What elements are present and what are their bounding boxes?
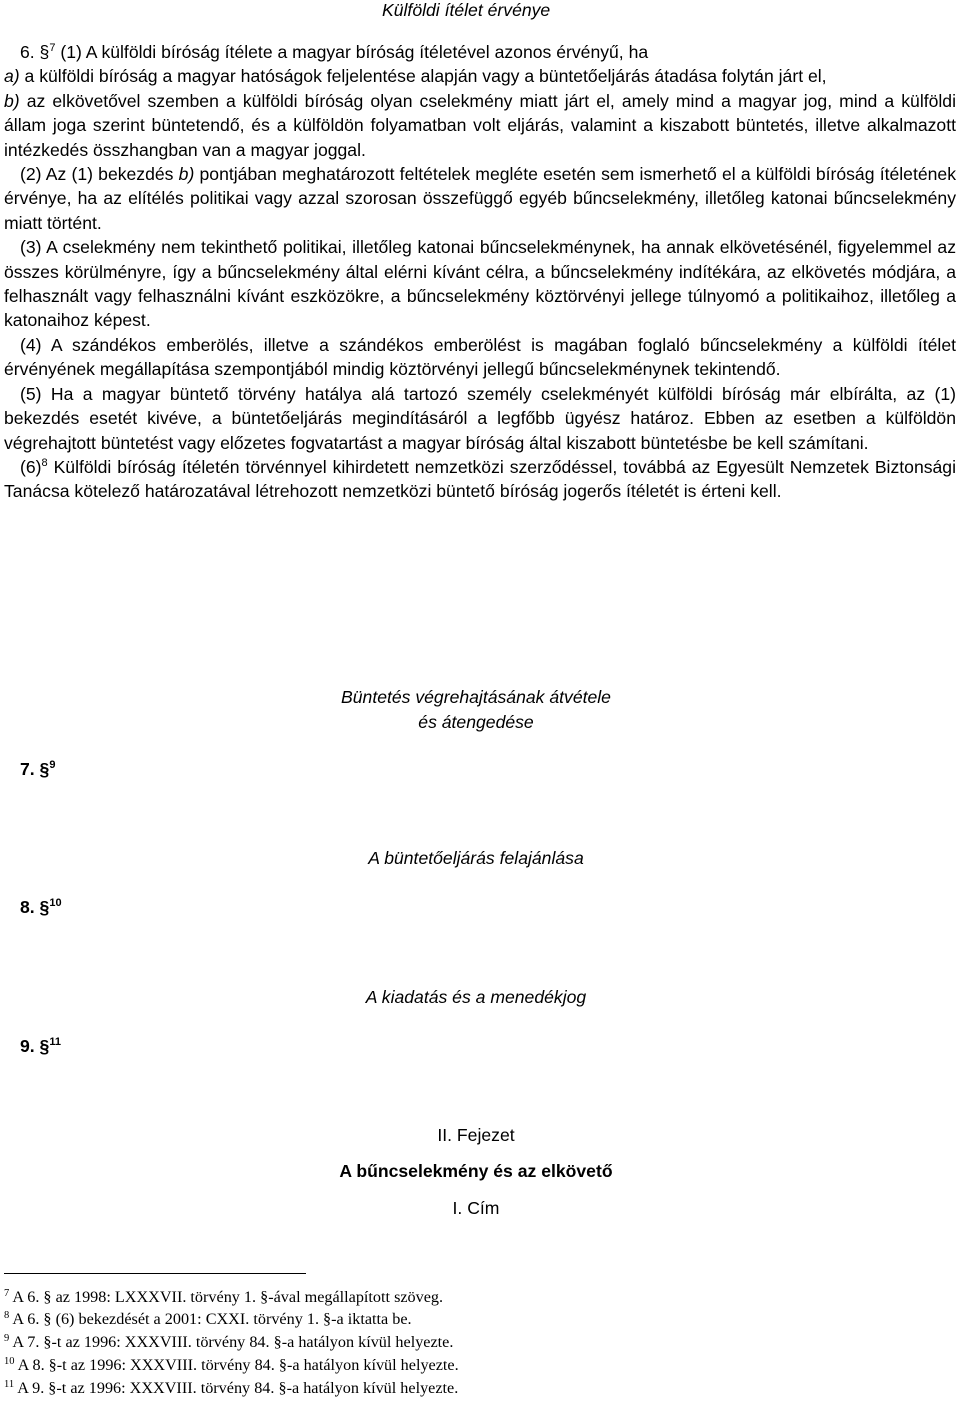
- footnote-number: 11: [4, 1379, 15, 1390]
- p6-text: Külföldi bíróság ítéletén törvénnyel kihirdetett nemzetközi szerződéssel, továbbá az Egyesült Nemzetek Biztonsági Tanácsa kötelező határozatával létrehozott nemzetközi büntető bíróság jogerős ítéletét is érteni kell.: [4, 456, 956, 502]
- s6-p1-lead: (1) A külföldi bíróság ítélete a magyar bíróság ítéletével azonos érvényű, ha: [60, 42, 649, 62]
- point-b-label: b): [4, 90, 20, 111]
- section-9-num: 9. §: [20, 1036, 50, 1056]
- footnote-ref: 10: [49, 897, 62, 909]
- footnote-text: A 8. §-t az 1996: XXXVIII. törvény 84. §-a hatályon kívül helyezte.: [14, 1356, 459, 1374]
- footnote-number: 7: [4, 1288, 10, 1299]
- chapter-label: II. Fejezet: [437, 1125, 515, 1145]
- s6-paragraph-2: [4, 162, 956, 235]
- p2-text-c: pontjában meghatározott feltételek megléte esetén sem ismerhető el a külföldi bíróság ítéletének érvénye, ha az elítélés politikai vagy azzal szorosan összefüggő egyéb bűncselekmény, illetőleg katonai bűncselekmény miatt történt.: [4, 164, 956, 233]
- footnote-number: 10: [4, 1356, 15, 1367]
- s6-point-b: [4, 89, 956, 162]
- s6-number: 6. §: [20, 42, 50, 62]
- footnote-text: A 7. §-t az 1996: XXXVIII. törvény 84. §-a hatályon kívül helyezte.: [9, 1333, 454, 1351]
- section-6-body: [4, 40, 956, 504]
- section-8-number: [20, 897, 62, 918]
- section-7-number: [20, 759, 55, 780]
- chapter-cim: I. Cím: [452, 1198, 500, 1218]
- chapter-title: A bűncselekmény és az elkövető: [339, 1161, 613, 1181]
- footnote-number: 9: [4, 1333, 10, 1344]
- section-heading: Külföldi ítélet érvénye: [382, 0, 551, 20]
- s6-paragraph-6: [4, 455, 956, 504]
- s6-paragraph-1: [4, 40, 956, 64]
- s6-paragraph-4: (4) A szándékos emberölés, illetve a szándékos emberölést is magában foglaló bűncselekmény a külföldi ítélet érvényének megállapítása szempontjából mindig köztörvényi jellegű bűncselekménynek tekintendő.: [4, 334, 956, 380]
- section-9-number: [20, 1036, 61, 1057]
- s6-paragraph-3: (3) A cselekmény nem tekinthető politikai, illetőleg katonai bűncselekménynek, ha annak elkövetésénél, figyelemmel az összes körülményre, így a bűncselekmény által elérni kívánt célra, a bűncselekmény indítékára, az elkövetés módjára, a felhasznált vagy felhasználni kívánt eszközökre, a bűncselekmény köztörvényi jellege túlnyomó a politikaihoz, illetőleg a katonaihoz képest.: [4, 237, 956, 331]
- p2-text-b: b): [178, 164, 195, 185]
- footnote-11: [4, 1379, 458, 1398]
- footnote-number: 8: [4, 1310, 10, 1321]
- section-7-title-line2: és átengedése: [418, 712, 534, 732]
- footnote-8: [4, 1310, 412, 1329]
- footnote-ref: 9: [49, 759, 56, 771]
- point-a-text: a külföldi bíróság a magyar hatóságok feljelentése alapján vagy a büntetőeljárás átadása folytán járt el,: [19, 66, 827, 87]
- point-a-label: a): [4, 66, 20, 87]
- section-9-title: A kiadatás és a menedékjog: [365, 987, 587, 1007]
- footnote-ref: 7: [49, 42, 56, 54]
- footnote-ref: 11: [49, 1036, 61, 1048]
- footnote-10: [4, 1356, 459, 1375]
- section-7-num: 7. §: [20, 759, 50, 779]
- footnote-text: A 6. § (6) bekezdését a 2001: CXXI. törvény 1. §-a iktatta be.: [9, 1310, 412, 1328]
- p6-number: (6): [20, 456, 42, 477]
- footnote-text: A 6. § az 1998: LXXXVII. törvény 1. §-ával megállapított szöveg.: [9, 1288, 444, 1306]
- section-8-title: A büntetőeljárás felajánlása: [368, 848, 584, 868]
- footnote-7: [4, 1288, 443, 1307]
- p2-text-a: (2) Az (1) bekezdés: [20, 164, 179, 185]
- s6-point-a: [4, 64, 956, 88]
- footnote-9: [4, 1333, 453, 1352]
- section-7-title: [0, 685, 952, 735]
- s6-paragraph-5: (5) Ha a magyar büntető törvény hatálya alá tartozó személy cselekményét külföldi bíróság már elbírálta, az (1) bekezdés esetét kivéve, a büntetőeljárás megindításáról a legfőbb ügyész határoz. Ebben az esetben a külföldön végrehajtott büntetést vagy előzetes fogvatartást a magyar bíróság által kiszabott büntetésbe be kell számítani.: [4, 383, 956, 453]
- point-b-text: az elkövetővel szemben a külföldi bíróság olyan cselekmény miatt járt el, amely mind a magyar jog, mind a külföldi állam joga szerint büntetendő, és a külföldön folyamatban volt eljárás, valamint a kiszabott büntetés, illetve alkalmazott intézkedés összhangban van a magyar joggal.: [4, 90, 956, 160]
- footnote-ref: 8: [41, 456, 48, 469]
- footnote-divider: [4, 1273, 306, 1274]
- section-7-title-line1: Büntetés végrehajtásának átvétele: [341, 687, 611, 707]
- footnote-text: A 9. §-t az 1996: XXXVIII. törvény 84. §-a hatályon kívül helyezte.: [14, 1379, 459, 1397]
- section-8-num: 8. §: [20, 897, 50, 917]
